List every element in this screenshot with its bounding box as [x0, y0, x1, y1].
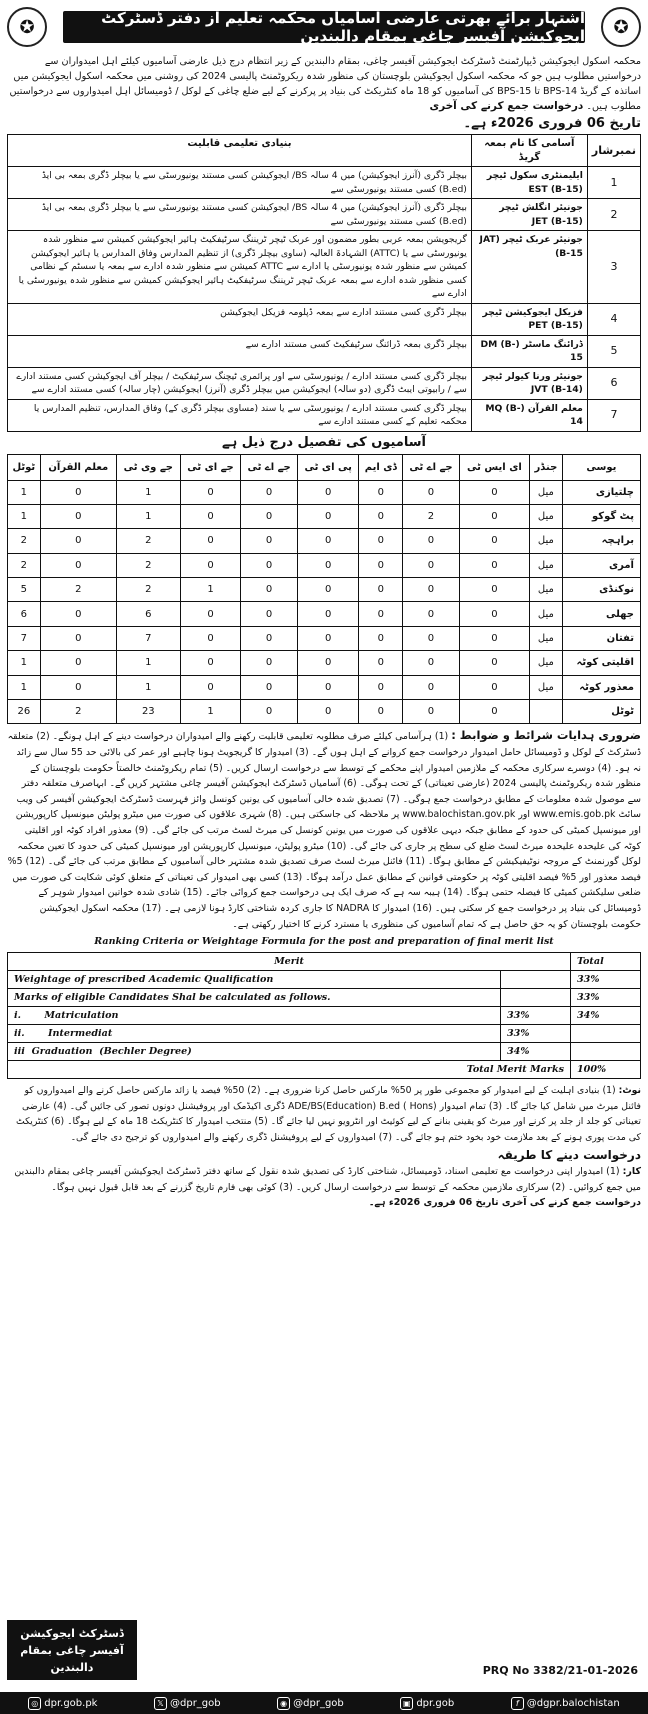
vacancy-cell: 0	[241, 480, 298, 504]
vacancy-cell: 0	[241, 553, 298, 577]
vacancy-cell: 0	[241, 675, 298, 699]
vacancy-table	[7, 454, 641, 725]
vacancy-cell: 2	[116, 529, 180, 553]
vacancy-cell: میل	[530, 626, 563, 650]
notes	[7, 1083, 641, 1145]
post-qualification: بیچلر ڈگری کسی مستند ادارے / یونیورسٹی سے اور پرائمری ٹیچنگ سرٹیفکیٹ / بیچلر آف ایجوکیشن کسی مستند ادارے سے / رابیوتی ایبٹ ڈگری (دو سالہ) ایجوکیشن میں بیچلر ڈگری (آنرز) ایجوکیشن (چار سالہ) کسی مستند ادارے سے	[8, 367, 472, 399]
vacancy-cell: 0	[180, 480, 241, 504]
notes-text: (1) بنیادی اہلیت کے لیے امیدوار کو مجموعی طور پر 50% مارکس حاصل کرنا ضروری ہے۔ (2) 50% فیصد یا زائد مارکس حاصل کرنے والے امیدواروں کو فائنل میرٹ میں شامل کیا جائے گا۔ (3) تمام امیدوار ADE/BS(Education) B.ed ( Hons) ڈگری اکیڈمک اور پروفیشنل دونوں تصور کی جائیں گی۔ (4) عارضی تعیناتی کو جلد از جلد پر کرنے اور میرٹ کو یقینی بنانے کے لیے کوئیٹ اور انٹرویو نہیں لیا جائے گا۔ (5) منتخب امیدوار کا کنٹریکٹ 18 ماہ کے لیے ہوگا۔ (6) کنٹریکٹ کی مدت پوری ہونے کے بعد ملازمت خود بخود ختم ہو جائے گی۔ (7) امیدواروں کے لیے پروفیشنل ڈگری رکھنے والے امیدواروں کو ترجیح دی جائے گی۔	[16, 1085, 641, 1143]
post-qualification: گریجویشن بمعہ عربی بطور مضمون اور عربک ٹیچر ٹریننگ سرٹیفکیٹ ہائیر ایجوکیشن کمیشن سے منظور شدہ یونیورسٹی سے یا (ATTC) الشہادۃ العالیہ (ساوی بیچلر ڈگری) از تنظیم المدارس وفاق المدارس یا ہائیر ایجوکیشن کمیشن سے منظور شدہ یونیورسٹی یا ادارے سے ATTC کمیشن سے منظور شدہ ادارے سے بمعہ یا سسٹم کے نظامی کسی منظور شدہ ادارے سے بمعہ عربک ٹیچر ٹریننگ سرٹیفکیٹ ہائیر ایجوکیشن کمیشن سے منظور شدہ یونیورسٹی یا ادارے سے	[8, 231, 472, 304]
vacancy-cell: 1	[180, 700, 241, 724]
vacancy-cell: 0	[459, 480, 529, 504]
ranking-header-total: Total	[571, 953, 641, 971]
vacancy-uc-name: چلتیازی	[562, 480, 640, 504]
vacancy-cell: 0	[40, 529, 116, 553]
vacancy-header-cell: پی ای ٹی	[297, 454, 359, 480]
vacancy-cell: 0	[241, 651, 298, 675]
post-name: معلم القرآن (MQ (B-14	[471, 399, 587, 431]
ranking-body	[8, 971, 641, 1079]
ranking-row	[8, 1007, 641, 1025]
vacancy-uc-name: نوکنڈی	[562, 578, 640, 602]
posts-header-qual: بنیادی تعلیمی قابلیت	[8, 135, 472, 167]
vacancy-cell: 7	[8, 626, 41, 650]
ranking-label: i. Matriculation	[8, 1007, 501, 1025]
vacancy-header-cell: جے اے ٹی	[241, 454, 298, 480]
vacancy-cell: 0	[297, 578, 359, 602]
vacancy-cell: 0	[241, 504, 298, 528]
advertisement-page	[0, 4, 648, 1714]
vacancy-cell: 0	[459, 578, 529, 602]
vacancy-cell: 0	[297, 626, 359, 650]
vacancy-cell: 0	[459, 700, 529, 724]
vacancy-cell: 0	[359, 578, 403, 602]
post-qualification: بیچلر ڈگری (آنرز ایجوکیشن) میں 4 سالہ BS/ ایجوکیشن کسی مستند یونیورسٹی سے یا بیچلر ڈگری بمعہ بی ایڈ (B.ed) کسی مستند یونیورسٹی سے	[8, 199, 472, 231]
vacancy-body	[8, 480, 641, 724]
post-number: 7	[587, 399, 640, 431]
vacancy-cell: 1	[180, 578, 241, 602]
vacancy-uc-name: اقلیتی کوٹہ	[562, 651, 640, 675]
posts-body	[8, 167, 641, 432]
posts-row	[8, 199, 641, 231]
ranking-row	[8, 1025, 641, 1043]
post-name: جونیئر عربک ٹیچر (JAT (B-15	[471, 231, 587, 304]
vacancy-cell: 0	[297, 529, 359, 553]
ranking-mid: 33%	[501, 1007, 571, 1025]
social-handle: @dpr_gob	[293, 1697, 344, 1709]
vacancy-cell: 0	[459, 529, 529, 553]
vacancy-header-cell: جے ای ٹی	[180, 454, 241, 480]
conditions-text: (1) ہرآسامی کیلئے صرف مطلوبہ تعلیمی قابلیت رکھنے والے امیدواران درخواست دینے کے اہل ہونگے۔ (2) متعلقہ ڈسٹرکٹ کے لوکل و ڈومیسائل حامل امیدوار درخواست جمع کروانے کے اہل ہوں گے۔ (3) امیدوار کا گریجویٹ ہونا چاہیے اور عمر کی بالائی حد 55 سال سے زائد نہ ہو۔ (4) دوسرے سرکاری محکمہ کے ملازمین امیدوار اپنے محکمے کے توسط سے درخواست ارسال کریں۔ (5) تمام ریکروٹمنٹ خالصتاً حکومت بلوچستان کے منظور شدہ ریکروٹمنٹ پالیسی 2024 (عارضی تعیناتی) کے تحت ہوگی۔ (6) آسامیاں ڈسٹرکٹ ایجوکیشن آفیسر چاغی مشتہر کریں گے۔ ابہاصرف متعلقہ دفتر سے موصول شدہ معلومات کے مطابق درخواست جمع ہوگی۔ (7) تصدیق شدہ خالی آسامیوں کی یونین کونسل وائز فہرست ڈسٹرکٹ ایجوکیشن آفیسر کی ویب سائٹ www.emis.gob.pk اور www.balochistan.gov.pk پر ملاحظہ کی جاسکتی ہیں۔ (8) شہری علاقوں کی صورت میں میٹرو پولیٹن میونسپل کارپوریشن اور میونسپل کمیٹی کی حدود کے مطابق جبکہ دیہی علاقوں کی صورت میں یونین کونسل کی میرٹ لسٹ مرتب کی جائے گی۔ (9) معذور افراد کوٹہ اور اقلیتی کوٹہ کی علیحدہ علیحدہ میرٹ لسٹ ضلع کی سطح پر جاری کی جائے گی۔ (10) میٹرو پولیٹن، میونسپل کارپوریشن اور میونسپل کمیٹی کی حدود کا تعین محکمہ لوکل گورنمنٹ کے مروجہ نوٹیفیکیشن کے مطابق ہوگا۔ (11) فائنل میرٹ لسٹ صرف تصدیق شدہ مشتہر خالی آسامیوں کے مطابق مرتب کی جائے گی۔ (12) 5% فیصد معذور اور 5% فیصد اقلیتی کوٹہ پر حکومتی قوانین کے مطابق عمل درآمد ہوگا۔ (13) کسی بھی امیدوار کی تعیناتی کے متعلق کوئی شکایت کی صورت میں ضلعی سلیکشن کمیٹی کا فیصلہ حتمی ہوگا۔ (14) ہیبہ سہ ہے کہ صرف ایک ہی درخواست جمع کروائی جائے۔ (15) شادی شدہ خواتین امیدوار شوہر کے ڈومیسائل کی بنیاد پر درخواست جمع کر سکتی ہیں۔ (16) امیدوار کا NADRA کا جاری کردہ شناختی کارڈ ہونا لازمی ہے۔ (17) محکمہ اسکول ایجوکیشن حکومت بلوچستان کو یہ حق حاصل ہے کہ تمام آسامیوں کی منظوری یا مسترد کرنے کا اختیار رکھتی ہے۔	[7, 731, 641, 930]
post-name: فزیکل ایجوکیشن ٹیچر (PET (B-15	[471, 303, 587, 335]
posts-header-no: نمبرشار	[587, 135, 640, 167]
vacancy-cell: 1	[116, 504, 180, 528]
vacancy-header-cell: یوسی	[562, 454, 640, 480]
vacancy-cell: 6	[8, 602, 41, 626]
deadline: تاریخ 06 فروری 2026ء ہے۔	[463, 116, 641, 131]
social-handle: dpr.gob.pk	[44, 1697, 98, 1709]
vacancy-cell: 0	[403, 553, 460, 577]
vacancy-row	[8, 553, 641, 577]
vacancy-uc-name: جھلی	[562, 602, 640, 626]
ranking-mid	[501, 989, 571, 1007]
vacancy-cell: 0	[40, 651, 116, 675]
social-link[interactable]	[400, 1697, 454, 1710]
ranking-label: Weightage of prescribed Academic Qualification	[8, 971, 501, 989]
vacancy-cell: 0	[241, 578, 298, 602]
ranking-total: 34%	[571, 1007, 641, 1025]
vacancy-header-cell: ای ایس ٹی	[459, 454, 529, 480]
vacancy-cell: 0	[403, 480, 460, 504]
vacancy-header-cell: جے اے ٹی	[403, 454, 460, 480]
office-stamp	[7, 1620, 137, 1680]
vacancy-cell: 0	[459, 504, 529, 528]
vacancy-cell: میل	[530, 529, 563, 553]
vacancy-cell: 0	[40, 480, 116, 504]
vacancy-cell: 0	[180, 602, 241, 626]
vacancy-cell: 7	[116, 626, 180, 650]
office-line-1: ڈسٹرکٹ ایجوکیشن	[20, 1626, 124, 1640]
vacancy-cell: 0	[40, 675, 116, 699]
social-link[interactable]	[154, 1697, 221, 1710]
vacancy-cell: 0	[180, 529, 241, 553]
ranking-header-merit: Merit	[8, 953, 571, 971]
vacancy-cell: 0	[359, 675, 403, 699]
how-to-apply-heading: درخواست دینے کا طریقہ	[497, 1147, 641, 1162]
post-number: 1	[587, 167, 640, 199]
vacancy-row	[8, 626, 641, 650]
post-name: جونیئر انگلش ٹیچر (JET (B-15	[471, 199, 587, 231]
right-seal-icon: ✪	[601, 7, 641, 47]
vacancy-cell: 0	[359, 700, 403, 724]
vacancy-cell: 0	[241, 626, 298, 650]
vacancy-row	[8, 504, 641, 528]
ranking-row	[8, 971, 641, 989]
ranking-mid: 34%	[501, 1043, 571, 1061]
post-name: ڈرائنگ ماسٹر (DM (B-15	[471, 335, 587, 367]
social-handle: dpr.gob	[416, 1697, 455, 1709]
vacancy-header-cell: معلم القرآن	[40, 454, 116, 480]
posts-table	[7, 134, 641, 432]
post-qualification: بیچلر ڈگری بمعہ ڈرائنگ سرٹیفکیٹ کسی مستند ادارے سے	[8, 335, 472, 367]
posts-row	[8, 399, 641, 431]
vacancy-row	[8, 480, 641, 504]
ad-title: اشتہار برائے بھرتی عارضی آسامیاں محکمہ تعلیم از دفتر ڈسٹرکٹ ایجوکیشن آفیسر چاغی بمقام دالبندین	[63, 11, 585, 43]
vacancy-row	[8, 651, 641, 675]
vacancy-cell: 2	[8, 529, 41, 553]
vacancy-cell: 0	[459, 553, 529, 577]
vacancy-cell: 1	[8, 675, 41, 699]
vacancy-title: آسامیوں کی تفصیل درج ذیل ہے	[222, 434, 426, 450]
post-number: 4	[587, 303, 640, 335]
vacancy-cell: 0	[180, 675, 241, 699]
vacancy-cell: 0	[403, 651, 460, 675]
ranking-header-row	[8, 953, 641, 971]
vacancy-cell: 0	[297, 700, 359, 724]
ranking-total: 33%	[571, 989, 641, 1007]
vacancy-cell: 0	[403, 626, 460, 650]
vacancy-cell: 0	[359, 651, 403, 675]
social-handle: @dpr_gob	[170, 1697, 221, 1709]
posts-row	[8, 303, 641, 335]
post-number: 3	[587, 231, 640, 304]
ranking-mid	[501, 971, 571, 989]
vacancy-cell: 0	[359, 480, 403, 504]
ranking-row	[8, 1043, 641, 1061]
vacancy-header-row	[8, 454, 641, 480]
vacancy-uc-name: پٹ گوکو	[562, 504, 640, 528]
ranking-label: iii Graduation (Bechler Degree)	[8, 1043, 501, 1061]
how-to-apply-label: کار:	[622, 1166, 641, 1178]
posts-row	[8, 367, 641, 399]
instagram-icon: ◉	[277, 1697, 290, 1710]
vacancy-cell: 0	[40, 553, 116, 577]
social-link[interactable]	[28, 1697, 97, 1710]
vacancy-cell: 0	[359, 553, 403, 577]
globe-icon: ◎	[28, 1697, 41, 1710]
ranking-row	[8, 989, 641, 1007]
intro-highlight: درخواست جمع کرنے کی آخری	[429, 100, 584, 112]
vacancy-row	[8, 602, 641, 626]
vacancy-uc-name: تفتان	[562, 626, 640, 650]
ranking-title: Ranking Criteria or Weightage Formula for the post and preparation of final merit list	[94, 936, 554, 948]
vacancy-cell: 0	[297, 651, 359, 675]
ranking-label: Marks of eligible Candidates Shal be calculated as follows.	[8, 989, 501, 1007]
vacancy-cell: 23	[116, 700, 180, 724]
vacancy-cell: 0	[297, 480, 359, 504]
vacancy-cell: 0	[241, 529, 298, 553]
ranking-mid: 33%	[501, 1025, 571, 1043]
vacancy-cell: 2	[40, 578, 116, 602]
vacancy-cell: 0	[403, 578, 460, 602]
ranking-footer-row	[8, 1061, 641, 1079]
vacancy-cell: 1	[116, 675, 180, 699]
vacancy-header-cell: ٹوٹل	[8, 454, 41, 480]
vacancy-cell: 0	[40, 504, 116, 528]
vacancy-uc-name: براہچہ	[562, 529, 640, 553]
facebook-icon: f	[511, 1697, 524, 1710]
intro-text: محکمہ اسکول ایجوکیشن ڈیپارٹمنٹ ڈسٹرکٹ ایجوکیشن آفیسر چاغی، بمقام دالبندین کے زیر انتظام درج ذیل عارضی آسامیوں کیلئے اہل امیدواران سے درخواستیں مطلوب ہیں جو کہ محکمہ اسکول ایجوکیشن بلوچستان کی منظور شدہ ریکروٹمنٹ پالیسی 2024 کی روشنی میں محکمہ اسکول ایجوکیشن میں اساتذہ کے گریڈ BPS-14 تا BPS-15 کی آسامیوں کو 18 ماہ کنٹریکٹ کی بنیاد پر پرکرنے کے لیے ضلع چاغی کے لوکل / ڈومیسائل اہل امیدواروں سے درخواستیں مطلوب ہیں۔	[9, 56, 641, 112]
ranking-footer-label: Total Merit Marks	[8, 1061, 571, 1079]
vacancy-cell: 0	[459, 602, 529, 626]
posts-row	[8, 167, 641, 199]
vacancy-cell: 0	[459, 651, 529, 675]
vacancy-cell: 0	[403, 602, 460, 626]
vacancy-row	[8, 700, 641, 724]
vacancy-cell: 2	[403, 504, 460, 528]
vacancy-cell: میل	[530, 480, 563, 504]
prq-number: PRQ No 3382/21-01-2026	[482, 1664, 638, 1677]
post-qualification: بیچلر ڈگری کسی مستند ادارے / یونیورسٹی سے یا سند (مساوی بیچلر ڈگری کے) وفاق المدارس، تنظیم المدارس یا محکمہ تعلیم کے کسی مستند ادارے سے	[8, 399, 472, 431]
vacancy-cell: 0	[359, 529, 403, 553]
conditions	[7, 728, 641, 932]
vacancy-header-cell: ڈی ایم	[359, 454, 403, 480]
vacancy-cell: 1	[8, 480, 41, 504]
vacancy-cell: 1	[8, 651, 41, 675]
vacancy-cell: میل	[530, 578, 563, 602]
vacancy-cell: 1	[116, 480, 180, 504]
vacancy-cell: 0	[297, 602, 359, 626]
social-link[interactable]	[277, 1697, 344, 1710]
how-to-apply-last-date: درخواست جمع کرنے کی آخری تاریخ 06 فروری 2026ء ہے۔	[368, 1197, 641, 1209]
office-line-2: آفیسر چاغی بمقام دالبندین	[20, 1643, 124, 1674]
vacancy-cell: 0	[180, 651, 241, 675]
post-qualification: بیچلر ڈگری کسی مستند ادارے سے بمعہ ڈپلومہ فزیکل ایجوکیشن	[8, 303, 472, 335]
vacancy-row	[8, 675, 641, 699]
header	[7, 4, 641, 50]
vacancy-cell: 0	[241, 602, 298, 626]
vacancy-cell: 26	[8, 700, 41, 724]
posts-row	[8, 335, 641, 367]
vacancy-uc-name: آمری	[562, 553, 640, 577]
posts-header-row	[8, 135, 641, 167]
left-seal-icon: ✪	[7, 7, 47, 47]
vacancy-cell: 0	[359, 626, 403, 650]
ranking-total	[571, 1043, 641, 1061]
posts-row	[8, 231, 641, 304]
twitter-icon: 𝕏	[154, 1697, 167, 1710]
vacancy-cell: میل	[530, 504, 563, 528]
post-qualification: بیچلر ڈگری (آنرز ایجوکیشن) میں 4 سالہ BS/ ایجوکیشن کسی مستند یونیورسٹی سے یا بیچلر ڈگری بمعہ بی ایڈ (B.ed) کسی مستند یونیورسٹی سے	[8, 167, 472, 199]
post-number: 2	[587, 199, 640, 231]
vacancy-cell: 6	[116, 602, 180, 626]
vacancy-header-cell: جے وی ٹی	[116, 454, 180, 480]
post-number: 6	[587, 367, 640, 399]
how-to-apply-text: (1) امیدوار اپنی درخواست مع تعلیمی اسناد، ڈومیسائل، شناختی کارڈ کی تصدیق شدہ نقول کے ساتھ دفتر ڈسٹرکٹ ایجوکیشن آفیسر چاغی بمقام دالبندین میں جمع کروائیں۔ (2) سرکاری ملازمین محکمہ کے توسط سے درخواست ارسال کریں۔ (3) کوئی بھی فارم تاریخ گزرنے کے بعد قابل قبول نہیں ہوگا۔	[14, 1166, 641, 1193]
vacancy-cell: 0	[180, 626, 241, 650]
post-name: جونیئر ورنا کیولر ٹیچر (JVT (B-14	[471, 367, 587, 399]
vacancy-uc-name: ٹوٹل	[562, 700, 640, 724]
vacancy-cell: 1	[8, 504, 41, 528]
vacancy-uc-name: معذور کوٹہ	[562, 675, 640, 699]
vacancy-cell: 0	[459, 675, 529, 699]
vacancy-cell: 2	[8, 553, 41, 577]
vacancy-row	[8, 529, 641, 553]
ranking-table	[7, 952, 641, 1079]
posts-header-name: آسامی کا نام بمعہ گریڈ	[471, 135, 587, 167]
vacancy-cell: میل	[530, 602, 563, 626]
vacancy-cell: 0	[297, 675, 359, 699]
intro-paragraph	[7, 54, 641, 114]
conditions-heading: ضروری ہدایات شرائط و ضوابط :	[451, 728, 641, 743]
vacancy-cell: 1	[116, 651, 180, 675]
vacancy-cell: 0	[297, 504, 359, 528]
ranking-label: ii. Intermediat	[8, 1025, 501, 1043]
vacancy-cell: میل	[530, 553, 563, 577]
social-handle: @dgpr.balochistan	[526, 1697, 620, 1709]
vacancy-cell: 0	[359, 602, 403, 626]
vacancy-cell: میل	[530, 675, 563, 699]
vacancy-cell: 0	[180, 504, 241, 528]
ranking-total	[571, 1025, 641, 1043]
notes-heading: نوٹ:	[618, 1085, 641, 1097]
post-name: ایلیمنٹری سکول ٹیچر (EST (B-15	[471, 167, 587, 199]
vacancy-cell: 2	[40, 700, 116, 724]
vacancy-cell: 2	[116, 578, 180, 602]
vacancy-row	[8, 578, 641, 602]
vacancy-cell: 0	[180, 553, 241, 577]
vacancy-header-cell: جنڈر	[530, 454, 563, 480]
vacancy-cell: 0	[40, 626, 116, 650]
vacancy-cell: 0	[403, 700, 460, 724]
vacancy-cell: میل	[530, 651, 563, 675]
vacancy-cell: 0	[403, 529, 460, 553]
ranking-total: 33%	[571, 971, 641, 989]
vacancy-cell: 0	[40, 602, 116, 626]
vacancy-cell: 2	[116, 553, 180, 577]
vacancy-cell	[530, 700, 563, 724]
social-link[interactable]	[511, 1697, 620, 1710]
dpr-icon: ▣	[400, 1697, 413, 1710]
vacancy-cell: 0	[241, 700, 298, 724]
vacancy-cell: 0	[403, 675, 460, 699]
vacancy-cell: 0	[297, 553, 359, 577]
how-to-apply	[7, 1148, 641, 1211]
ranking-footer-total: 100%	[571, 1061, 641, 1079]
vacancy-cell: 5	[8, 578, 41, 602]
post-number: 5	[587, 335, 640, 367]
vacancy-cell: 0	[459, 626, 529, 650]
social-bar	[0, 1692, 648, 1714]
vacancy-cell: 0	[359, 504, 403, 528]
